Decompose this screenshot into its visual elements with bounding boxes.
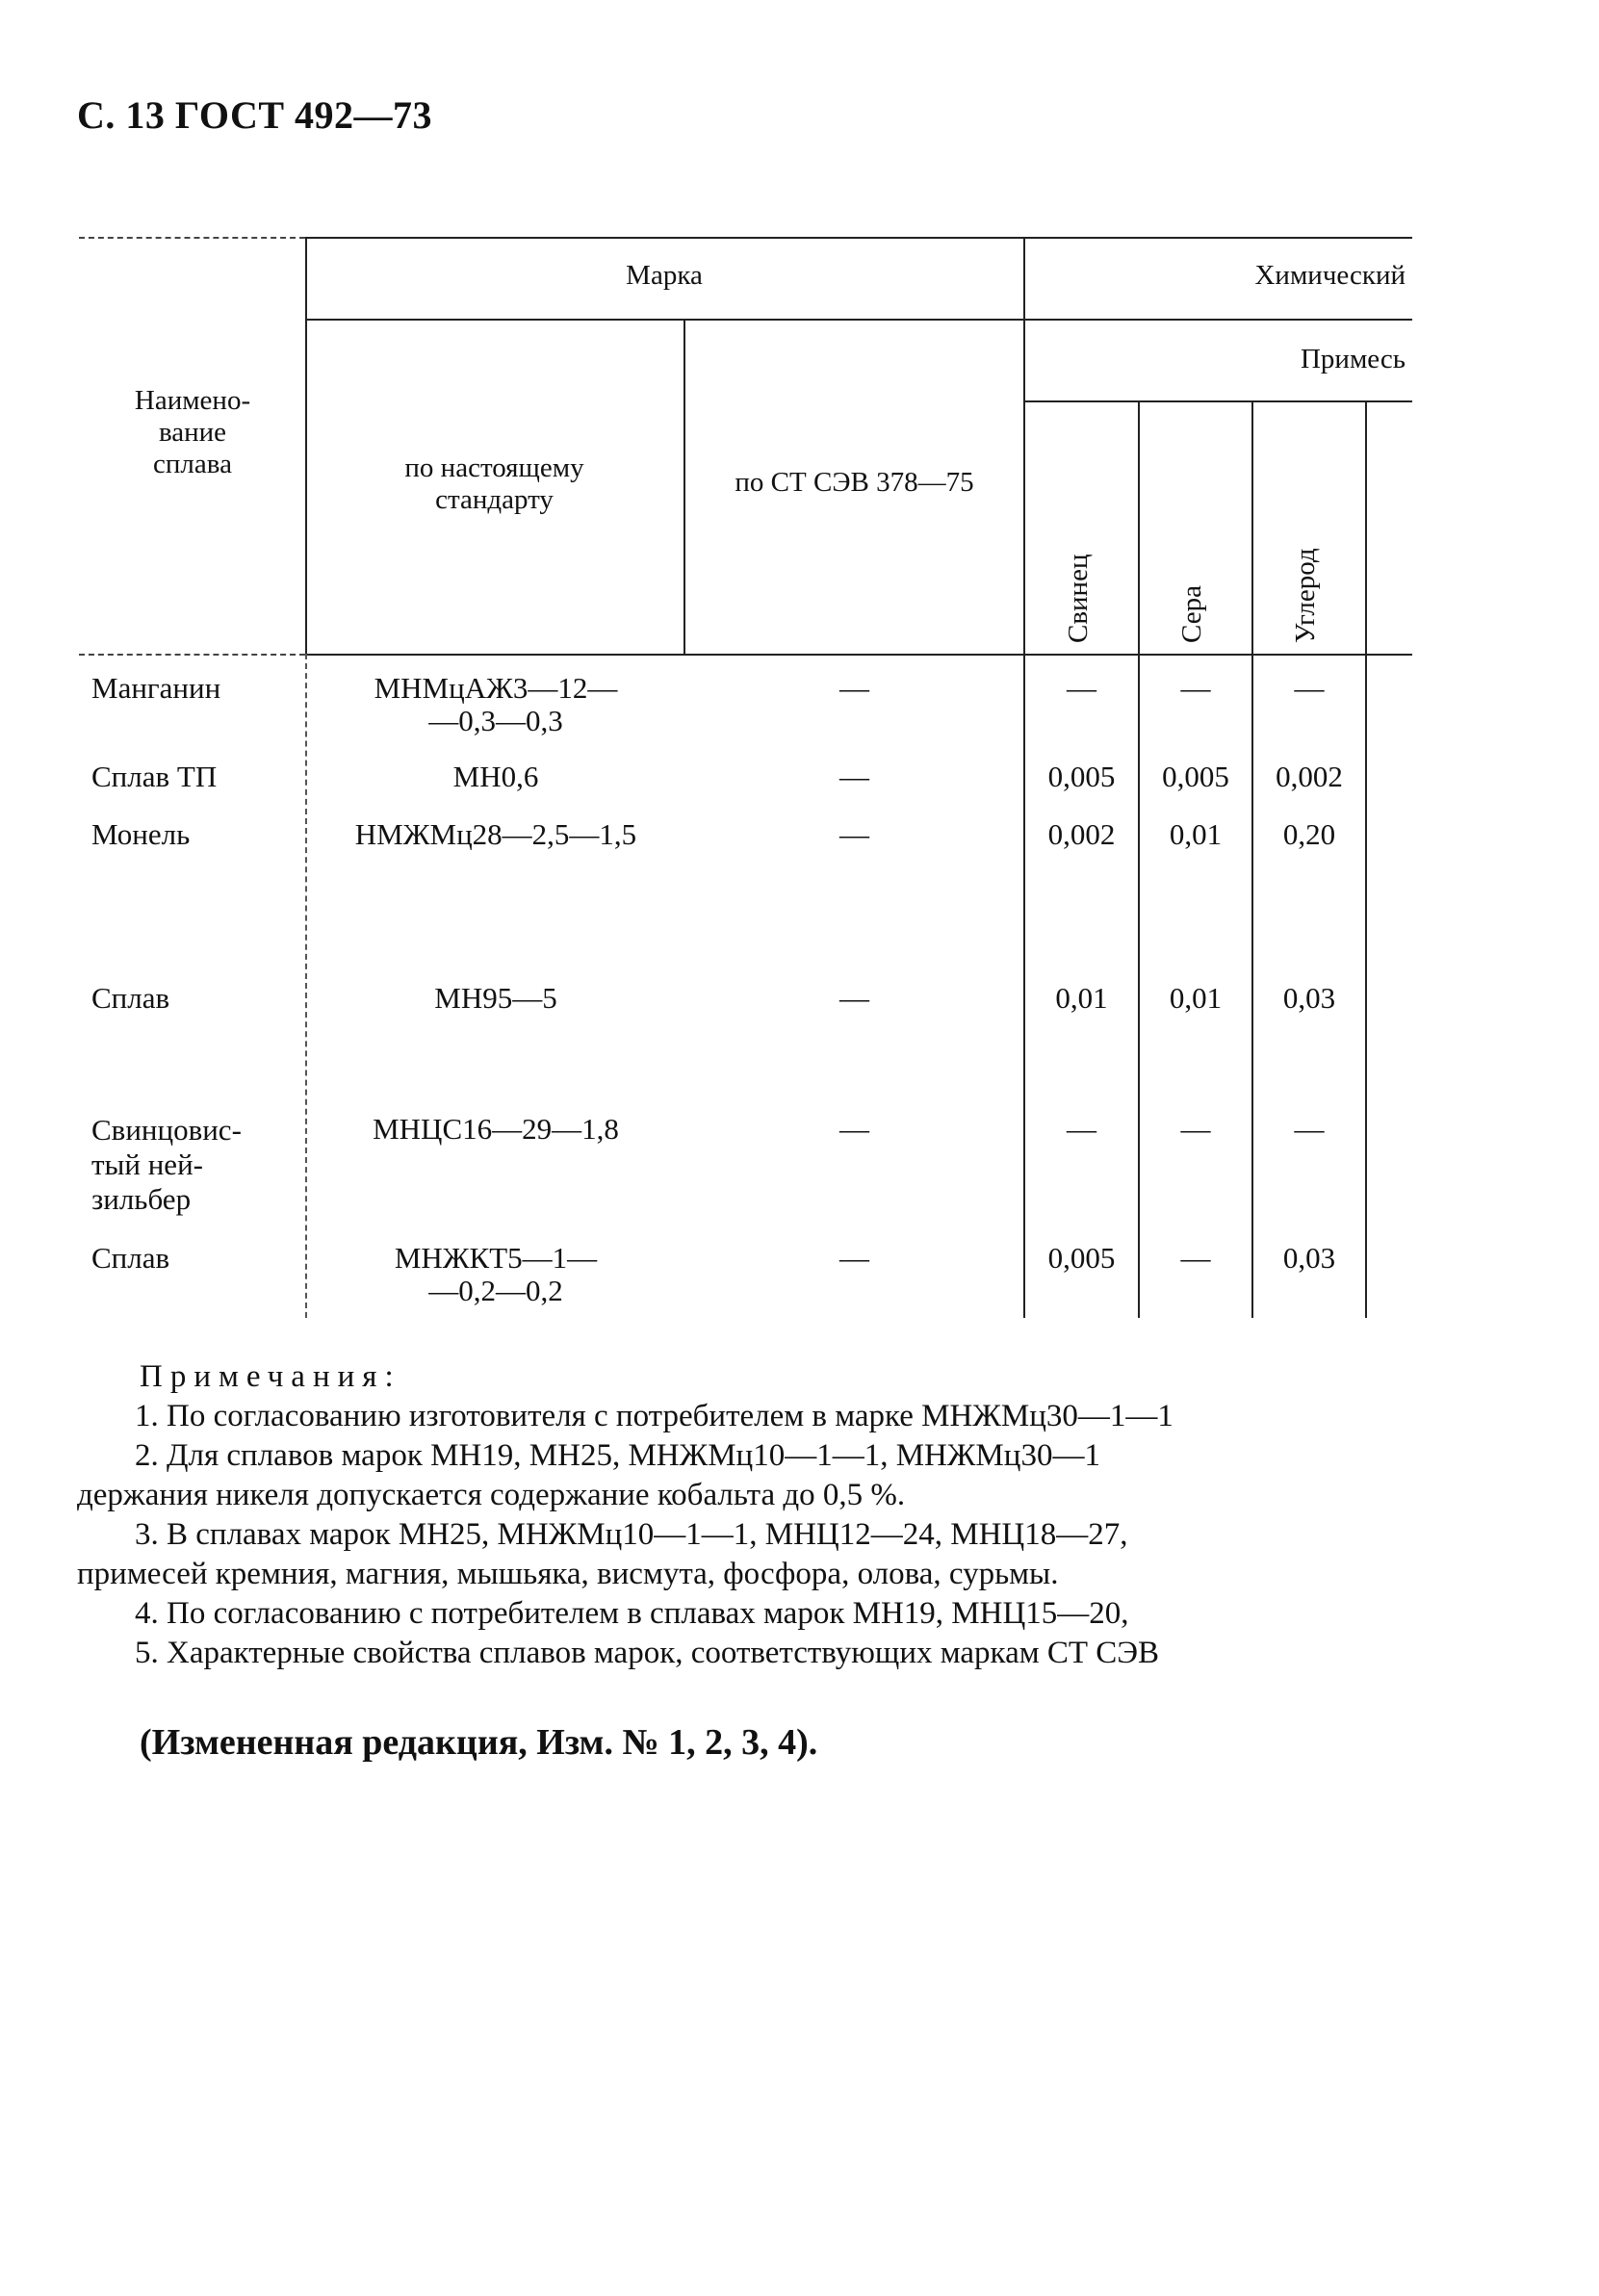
table-cell-sev: —	[839, 1241, 869, 1275]
table-cell-lead: —	[1067, 671, 1096, 705]
col-divider-lead	[1138, 400, 1140, 1318]
table-cell-sev: —	[839, 760, 869, 793]
table-cell-sev: —	[839, 671, 869, 705]
header-bottom-rule-dashed	[79, 654, 305, 656]
table-cell-name: Сплав	[91, 1241, 170, 1275]
note-line: примесей кремния, магния, мышьяка, висмута, фосфора, олова, сурьмы.	[77, 1557, 1059, 1591]
header-bottom-rule	[305, 654, 1412, 656]
table-cell-standard: МНМцАЖ3—12— —0,3—0,3	[374, 671, 618, 737]
table-cell-name: Сплав	[91, 981, 170, 1015]
table-cell-sulfur: 0,01	[1169, 817, 1223, 851]
table-cell-carbon: —	[1294, 1112, 1325, 1146]
table-top-rule-dashed	[79, 237, 305, 239]
header-sulfur: Сера	[1176, 585, 1207, 643]
header-marka-group: Марка	[626, 260, 703, 291]
table-cell-carbon: 0,03	[1282, 981, 1336, 1015]
impurity-group-rule	[1023, 400, 1412, 402]
table-cell-name: Монель	[91, 817, 191, 851]
table-cell-sulfur: 0,005	[1162, 760, 1229, 793]
table-cell-standard: НМЖМц28—2,5—1,5	[354, 817, 637, 851]
note-line: держания никеля допускается содержание кобальта до 0,5 %.	[77, 1478, 906, 1512]
note-line: 5. Характерные свойства сплавов марок, соответствующих маркам СТ СЭВ	[135, 1636, 1160, 1670]
table-cell-name: Свинцовис- тый ней- зильбер	[91, 1113, 242, 1216]
table-cell-name: Сплав ТП	[91, 760, 218, 793]
header-chem-group: Химический	[1254, 260, 1406, 291]
table-cell-sev: —	[839, 817, 869, 851]
table-cell-standard: МНЦС16—29—1,8	[373, 1112, 619, 1146]
header-impurity-group: Примесь	[1300, 344, 1406, 374]
header-marka-sev: по СТ СЭВ 378—75	[735, 467, 974, 498]
table-cell-sev: —	[839, 1112, 869, 1146]
table-cell-carbon: 0,03	[1282, 1241, 1336, 1275]
header-alloy-name: Наимено- вание сплава	[134, 385, 251, 479]
col-divider-name	[305, 237, 307, 654]
note-line: 3. В сплавах марок МН25, МНЖМц10—1—1, МНЦ12—24, МНЦ18—27,	[135, 1517, 1128, 1552]
note-line: 4. По согласованию с потребителем в сплавах марок МН19, МНЦ15—20,	[135, 1596, 1129, 1631]
table-cell-carbon: —	[1294, 671, 1325, 705]
table-cell-carbon: 0,20	[1282, 817, 1336, 851]
table-cell-lead: 0,01	[1055, 981, 1108, 1015]
table-cell-name: Манганин	[91, 671, 221, 705]
notes-title: Примечания:	[140, 1359, 401, 1394]
note-line: 2. Для сплавов марок МН19, МН25, МНЖМц10—1—1, МНЖМц30—1	[135, 1438, 1100, 1473]
table-cell-sulfur: 0,01	[1169, 981, 1223, 1015]
page-title: С. 13 ГОСТ 492—73	[77, 93, 433, 137]
table-cell-carbon: 0,002	[1276, 760, 1343, 793]
table-top-rule	[305, 237, 1412, 239]
table-cell-lead: 0,005	[1047, 760, 1116, 793]
table-cell-sulfur: —	[1180, 671, 1211, 705]
header-carbon: Углерод	[1290, 548, 1321, 643]
table-cell-standard: МНЖКТ5—1— —0,2—0,2	[394, 1241, 598, 1307]
col-divider-sulfur	[1251, 400, 1253, 1318]
marka-group-rule	[305, 319, 1412, 321]
header-marka-standard: по настоящему стандарту	[404, 452, 584, 515]
table-cell-standard: МН0,6	[452, 760, 539, 793]
table-cell-lead: 0,005	[1047, 1241, 1116, 1275]
table-cell-lead: 0,002	[1047, 817, 1116, 851]
table-cell-sev: —	[839, 981, 869, 1015]
note-line: 1. По согласованию изготовителя с потребителем в марке МНЖМц30—1—1	[135, 1399, 1173, 1433]
table-cell-sulfur: —	[1180, 1112, 1211, 1146]
table-cell-lead: —	[1067, 1112, 1096, 1146]
revision-note: (Измененная редакция, Изм. № 1, 2, 3, 4).	[140, 1722, 818, 1763]
table-cell-sulfur: —	[1180, 1241, 1211, 1275]
col-divider-name-body	[305, 654, 307, 1318]
table-cell-standard: МН95—5	[434, 981, 557, 1015]
col-divider-carbon	[1365, 400, 1367, 1318]
notes-section	[77, 1357, 1560, 1673]
header-lead: Свинец	[1063, 554, 1094, 643]
